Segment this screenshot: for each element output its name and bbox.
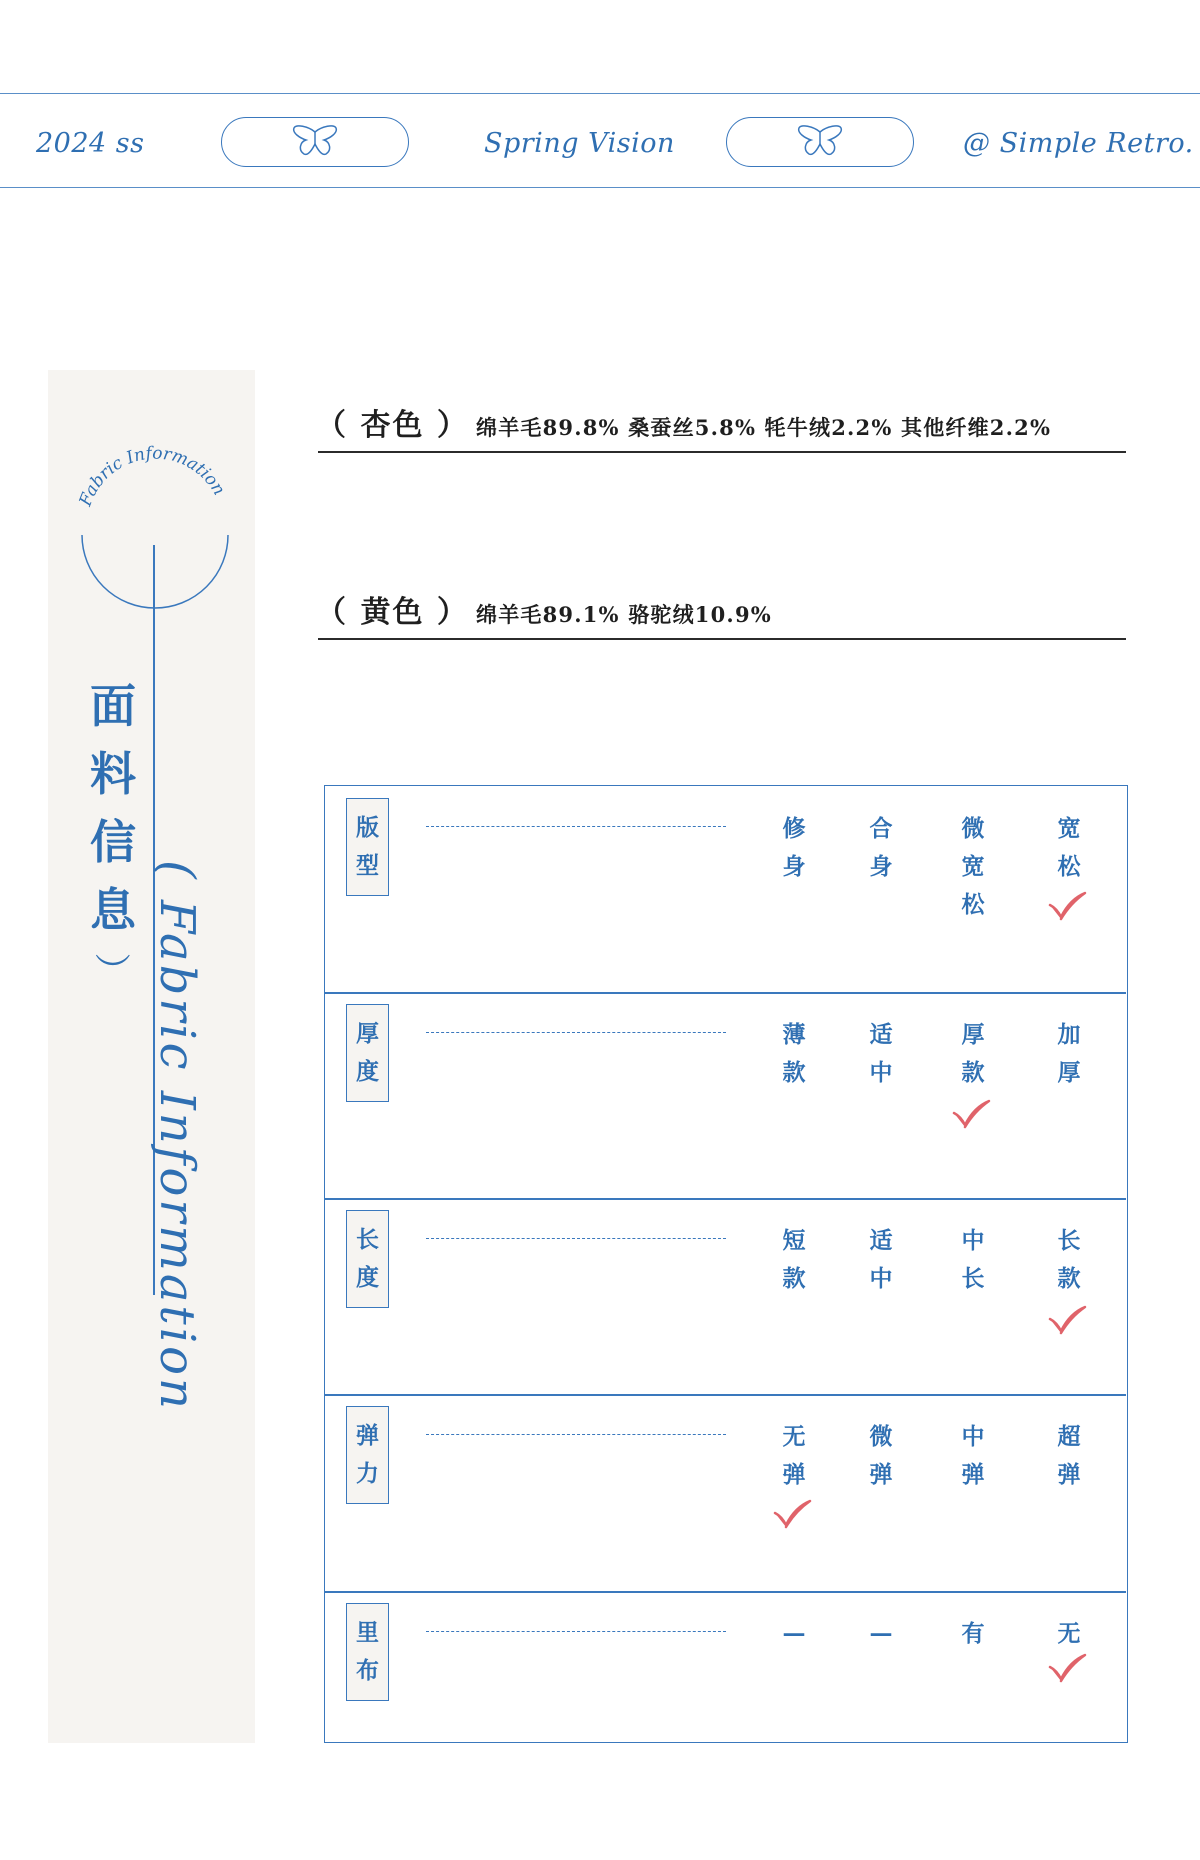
spec-option <box>953 1418 993 1494</box>
spec-option-char: 款 <box>1057 1265 1081 1292</box>
spec-tag-char: 里 <box>356 1619 379 1646</box>
dashed-leader <box>426 1238 726 1239</box>
dashed-leader <box>426 1631 726 1632</box>
spec-option-char: 弹 <box>1057 1461 1081 1488</box>
spec-row <box>325 992 1126 1198</box>
spec-option-char: 身 <box>782 853 806 880</box>
butterfly-pill-left <box>221 117 409 167</box>
dashed-leader <box>426 826 726 827</box>
spec-tag <box>346 1603 389 1701</box>
spec-row <box>325 786 1126 992</box>
composition-rule <box>318 451 1126 453</box>
title-char: 面 <box>90 679 136 733</box>
spec-option-char: 款 <box>782 1265 806 1292</box>
spec-option <box>953 1222 993 1298</box>
dashed-leader <box>426 1032 726 1033</box>
arc-text: Fabric Information <box>75 443 229 509</box>
side-paren-close: ） <box>90 952 132 989</box>
spec-option <box>774 1418 814 1494</box>
butterfly-icon <box>793 124 847 160</box>
row-divider <box>325 1394 1126 1396</box>
header-collection: Spring Vision <box>484 128 675 159</box>
check-icon <box>772 1499 812 1529</box>
check-icon <box>1047 1653 1087 1683</box>
arc-emblem <box>70 440 240 620</box>
side-title-en: ( Fabric Information <box>149 860 205 1412</box>
header-bottom-rule <box>0 187 1200 188</box>
spec-option-char: — <box>782 1620 806 1647</box>
spec-option-char: 适 <box>869 1021 893 1048</box>
composition-row <box>316 587 1128 631</box>
spec-option <box>1049 1222 1089 1298</box>
spec-option <box>861 1222 901 1298</box>
spec-option-char: 短 <box>782 1227 806 1254</box>
spec-option <box>861 1418 901 1494</box>
spec-option-char: 松 <box>1057 853 1081 880</box>
spec-tag-char: 厚 <box>356 1020 379 1047</box>
spec-option-char: 长 <box>1057 1227 1081 1254</box>
title-char: 料 <box>90 747 136 801</box>
spec-option-char: 宽 <box>961 853 985 880</box>
spec-option-char: 款 <box>782 1059 806 1086</box>
check-icon <box>1047 891 1087 921</box>
spec-tag <box>346 1210 389 1308</box>
color-label: （ 杏色 ） <box>316 408 469 443</box>
composition-value: 绵羊毛89.1% 骆驼绒10.9% <box>476 602 772 627</box>
dashed-leader <box>426 1434 726 1435</box>
spec-option <box>861 810 901 886</box>
spec-option-char: 合 <box>869 815 893 842</box>
row-divider <box>325 1198 1126 1200</box>
spec-option-char: 加 <box>1057 1021 1081 1048</box>
side-title-cn <box>88 672 138 944</box>
spec-row <box>325 1394 1126 1591</box>
header-season: 2024 ss <box>36 128 145 159</box>
spec-tag <box>346 1406 389 1504</box>
spec-row <box>325 1591 1126 1741</box>
color-label: （ 黄色 ） <box>316 595 469 630</box>
composition-value: 绵羊毛89.8% 桑蚕丝5.8% 牦牛绒2.2% 其他纤维2.2% <box>476 415 1052 440</box>
butterfly-icon <box>288 124 342 160</box>
title-char: 息 <box>90 883 136 937</box>
spec-option-char: 无 <box>782 1423 806 1450</box>
header-top-rule <box>0 93 1200 94</box>
spec-option <box>1049 1615 1089 1653</box>
spec-option-char: 微 <box>961 815 985 842</box>
spec-tag-char: 弹 <box>356 1422 379 1449</box>
spec-row <box>325 1198 1126 1394</box>
spec-option <box>953 1615 993 1653</box>
spec-option-char: 中 <box>961 1423 985 1450</box>
spec-tag-char: 度 <box>356 1264 379 1291</box>
spec-option-char: 修 <box>782 815 806 842</box>
spec-tag-char: 力 <box>356 1460 379 1487</box>
check-icon <box>1047 1305 1087 1335</box>
spec-option <box>1049 810 1089 886</box>
spec-option-char: 弹 <box>782 1461 806 1488</box>
spec-option <box>953 810 993 924</box>
spec-tag-char: 布 <box>356 1657 379 1684</box>
spec-option-char: 身 <box>869 853 893 880</box>
spec-option-char: 微 <box>869 1423 893 1450</box>
spec-option-char: 中 <box>869 1059 893 1086</box>
spec-option <box>774 1016 814 1092</box>
row-divider <box>325 1591 1126 1593</box>
spec-option <box>774 1222 814 1298</box>
spec-option-char: 适 <box>869 1227 893 1254</box>
spec-option <box>1049 1016 1089 1092</box>
check-icon <box>951 1099 991 1129</box>
butterfly-pill-right <box>726 117 914 167</box>
spec-option <box>774 810 814 886</box>
spec-tag-char: 型 <box>356 852 379 879</box>
composition-rule <box>318 638 1126 640</box>
spec-option-char: 超 <box>1057 1423 1081 1450</box>
spec-option <box>861 1615 901 1653</box>
spec-tag-char: 长 <box>356 1226 379 1253</box>
spec-option-char: 中 <box>961 1227 985 1254</box>
spec-tag-char: 度 <box>356 1058 379 1085</box>
spec-option-char: 宽 <box>1057 815 1081 842</box>
spec-option-char: 款 <box>961 1059 985 1086</box>
spec-tag <box>346 1004 389 1102</box>
spec-option-char: 有 <box>961 1620 985 1647</box>
spec-option-char: 薄 <box>782 1021 806 1048</box>
spec-option-char: 中 <box>869 1265 893 1292</box>
spec-tag-char: 版 <box>356 814 379 841</box>
spec-option-char: 弹 <box>961 1461 985 1488</box>
composition-row <box>316 400 1128 444</box>
spec-option <box>1049 1418 1089 1494</box>
spec-option-char: — <box>869 1620 893 1647</box>
spec-option <box>861 1016 901 1092</box>
spec-option-char: 弹 <box>869 1461 893 1488</box>
spec-option-char: 松 <box>961 891 985 918</box>
title-char: 信 <box>90 815 136 869</box>
spec-option-char: 长 <box>961 1265 985 1292</box>
spec-option <box>953 1016 993 1092</box>
spec-option-char: 厚 <box>961 1021 985 1048</box>
spec-table <box>324 785 1128 1743</box>
spec-option-char: 厚 <box>1057 1059 1081 1086</box>
spec-option <box>774 1615 814 1653</box>
header-brand: @ Simple Retro. <box>963 128 1194 159</box>
spec-tag <box>346 798 389 896</box>
row-divider <box>325 992 1126 994</box>
spec-option-char: 无 <box>1057 1620 1081 1647</box>
